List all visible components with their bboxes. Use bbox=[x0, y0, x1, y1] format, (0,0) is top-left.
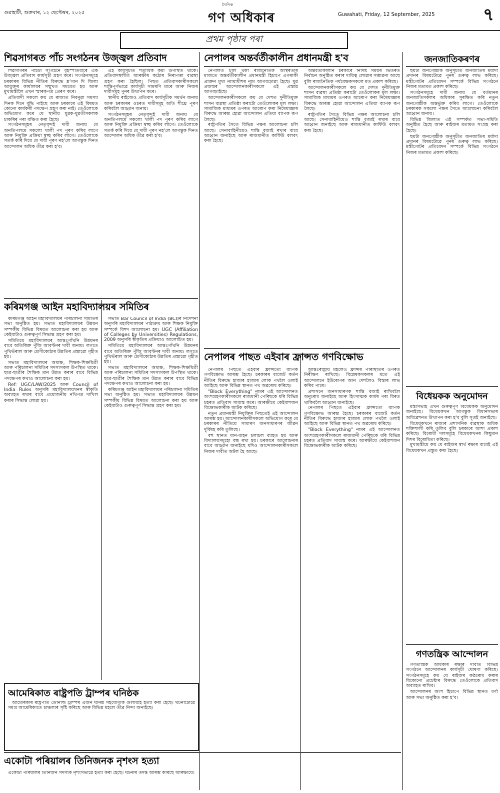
article-paragraph: সভাত মহাবিদ্যালয়ৰ অধ্যক্ষ, শিক্ষক-শিক্ষয়িত্ৰী আৰু পৰিচালনা সমিতিৰ সদস্যসকল উপস্থিত থাকে। ছাত্ৰ-ছাত্ৰীৰ শৈক্ষিক মান উন্নত কৰাৰ বাবে বিভিন্ন পদক্ষেপৰ কথাও আলোচনা কৰা হয়। bbox=[104, 366, 198, 388]
article-box bbox=[4, 683, 199, 751]
article-paragraph: কৰিমগঞ্জ আইন মহাবিদ্যালয়ৰ পৰিচালনা সমিতিৰ সভা অনুষ্ঠিত হয়। সভাত মহাবিদ্যালয়ৰ উন্নয়ন সম্পৰ্কীয় বিভিন্ন বিষয়ত আলোচনা কৰা হয় আৰু কেইবাটাও গুৰুত্বপূৰ্ণ সিদ্ধান্ত গ্ৰহণ কৰা হয়। bbox=[4, 317, 98, 339]
article-paragraph: সভাত মহাবিদ্যালয়ৰ অধ্যক্ষ, শিক্ষক-শিক্ষয়িত্ৰী আৰু পৰিচালনা সমিতিৰ সদস্যসকল উপস্থিত থাকে। ছাত্ৰ-ছাত্ৰীৰ শৈক্ষিক মান উন্নত কৰাৰ বাবে বিভিন্ন পদক্ষেপৰ কথাও আলোচনা কৰা হয়। bbox=[4, 360, 98, 382]
article-body bbox=[104, 317, 198, 677]
article-paragraph: নেপালৰ পিছতে এইবাৰ ফ্ৰান্সতো ব্যাপক গণবিক্ষোভ আৰম্ভ হৈছে। চৰকাৰৰ বাজেট কৰ্তন নীতিৰ বিৰুদ্ধে হাজাৰ হাজাৰ লোক পথলৈ ওলাই আহিছে আৰু বিভিন্ন স্থানত পথ অৱৰোধ কৰিছে। bbox=[204, 368, 298, 390]
article-headline: নেপালৰ অন্তৰ্বৰ্তীকালীন প্ৰধানমন্ত্ৰী হ'ব bbox=[204, 53, 349, 64]
article-body bbox=[4, 317, 98, 677]
article-paragraph: মন্ত্ৰীসভাই এখন গুৰুত্বপূৰ্ণ বিধেয়কক অনুমোদন জনাইছে। বিধেয়কখন আগন্তুক বিধানসভাৰ অধিৱেশনত উত্থাপন কৰা হ'ব বুলি সূত্ৰই জনাইছে। bbox=[406, 405, 498, 421]
logo-small-text: দৈনিক bbox=[222, 2, 234, 7]
article-paragraph: একোটা পৰিয়ালৰ তিনিজন সদস্যক নৃশংসভাৱে হত্যা কৰা হৈছে। ঘটনাৰ তদন্ত আৰম্ভ কৰিছে আৰক্ষীয়ে। bbox=[8, 771, 195, 776]
article-paragraph: এই কাৰ্যসূচীত শতাধিক কৰ্মী উপস্থিত থাকে। প্ৰতিবাদস্থলীত আৰক্ষীৰ কঠোৰ নিৰাপত্তা ব্যৱস্থা গ্ৰহণ কৰা হৈছিল। পিছত প্ৰতিবাদকাৰীসকলে শান্তিপূৰ্ণভাৱে কাৰ্যসূচী সামৰণি মাৰে আৰু নিজৰ দাবীসমূহ পুনৰ উত্থাপন কৰে। bbox=[104, 69, 198, 96]
page-number: ৭ bbox=[482, 5, 494, 25]
article-headline: আমেৰিকাত ৰাষ্ট্ৰপতি ট্ৰাম্পৰ ঘনিষ্ঠক bbox=[8, 689, 139, 699]
column-rule bbox=[199, 52, 200, 790]
article-paragraph: বিধেয়কখনে ৰাজ্যৰ প্ৰশাসনিক ব্যৱস্থাক অধিক শক্তিশালী কৰি তুলিব বুলি চৰকাৰে আশা প্ৰকাশ কৰিছে। বিৰোধী দলসমূহে বিধেয়কখনৰ কিছুমান দিশৰ বিৰোধিতা কৰিছে। bbox=[406, 421, 498, 443]
article-headline: শিৱসাগৰত পাঁচ সংগঠনৰ উজ্জ্বল প্ৰতিবাদ bbox=[4, 53, 167, 64]
masthead bbox=[0, 0, 500, 31]
article-headline: কৰিমগঞ্জ আইন মহাবিদ্যালয়ৰ সমিতিৰ bbox=[4, 302, 149, 313]
article-body bbox=[204, 368, 298, 748]
article-body bbox=[4, 771, 198, 791]
article-body bbox=[406, 663, 498, 790]
article-headline: বিধেয়কক অনুমোদন bbox=[416, 392, 488, 402]
article-paragraph: Ref: UGC/LAW/2025 আৰু Council of India Rules অনুসৰি মহাবিদ্যালয়খনৰ স্বীকৃতি অব্যাহত ৰখাৰ বাবে প্ৰয়োজনীয় নথিপত্ৰ দাখিল কৰাৰ সিদ্ধান্ত লোৱা হয়। bbox=[4, 382, 98, 404]
divider bbox=[406, 66, 498, 67]
article-headline: গণতন্ত্ৰিক আন্দোলন bbox=[415, 650, 489, 660]
article-paragraph: শিৱসাগৰৰ পাঁচটা সংগঠনে বৃহস্পতিবাৰে এক উজ্জ্বল প্ৰতিবাদ কাৰ্যসূচী গ্ৰহণ কৰে। সংগঠনসমূহে চৰকাৰৰ বিভিন্ন নীতিৰ বিৰুদ্ধে শ্ল'গান দি জিলা আয়ুক্তৰ কাৰ্যালয়ৰ সন্মুখত সমবেত হয় আৰু মুখ্যমন্ত্ৰীলৈ এখন স্মাৰকপত্ৰ প্ৰেৰণ কৰে। bbox=[4, 69, 98, 96]
section-banner: প্ৰথম পৃষ্ঠাৰ পৰা bbox=[120, 32, 348, 49]
article-body bbox=[406, 69, 498, 384]
article-paragraph: ৰাষ্ট্ৰপতিৰ সৈতে বিভিন্ন পক্ষৰ আলোচনা চলি আছে। সেনাবাহিনীয়েও শান্তি বজাই ৰখাৰ বাবে আহ্বান জনাইছে আৰু ৰাজধানীত কাৰ্ফিউ বলবৎ কৰা হৈছে। bbox=[204, 123, 298, 145]
article-paragraph: আন্দোলনকাৰীসকলে কয় যে দেশত দুৰ্নীতিমুক্ত শাসন ব্যৱস্থা প্ৰতিষ্ঠা কৰাটো তেওঁলোকৰ মূল লক্ষ্য। সামাজিক মাধ্যমৰ ওপৰত আৰোপ কৰা নিষেধাজ্ঞাৰ বিৰুদ্ধে আৰম্ভ হোৱা আন্দোলন এতিয়া ব্যাপক ৰূপ লৈছে। bbox=[304, 85, 400, 112]
article-paragraph: ছয়টা জনগোষ্ঠীক অনুসূচীত জনজাতিৰ মৰ্যাদা প্ৰদানৰ বিষয়টোৱে পুনৰ গুৰুত্ব লাভ কৰিছে। মন্ত্ৰীগোটৰ প্ৰতিবেদন সম্পৰ্কে বিভিন্ন সংগঠনে নিজৰ মতামত প্ৰকাশ কৰিছে। bbox=[406, 134, 498, 156]
article-paragraph: সংগঠনসমূহৰ নেতৃবৃন্দই দাবী জনায় যে অনতিপলমে সকলো খালী পদ পূৰণ কৰিব লাগে আৰু নিযুক্তি প্ৰক্ৰিয়া স্বচ্ছ কৰিব লাগে। তেওঁলোকে সতৰ্ক কৰি দিয়ে যে দাবী পূৰণ নহ'লে আগন্তুক দিনত আন্দোলন অধিক তীব্ৰ কৰা হ'ব। bbox=[4, 123, 98, 150]
article-body bbox=[304, 69, 400, 345]
article-body bbox=[8, 701, 195, 747]
article-paragraph: প্ৰতিবাদী সকলে কয় যে ৰাজ্যত নিবনুৱা সমস্যা দিনক দিনে বৃদ্ধি পাইছে আৰু চৰকাৰে এই বিষয়ত কোনো কাৰ্যকৰী পদক্ষেপ গ্ৰহণ কৰা নাই। তেওঁলোকে অভিযোগ কৰে যে স্থানীয় যুৱক-যুৱতীসকলক চাকৰিৰ পৰা বঞ্চিত কৰা হৈছে। bbox=[4, 96, 98, 123]
article-paragraph: সংগঠনসমূহৰ নেতৃবৃন্দই দাবী জনায় যে অনতিপলমে সকলো খালী পদ পূৰণ কৰিব লাগে আৰু নিযুক্তি প্ৰক্ৰিয়া স্বচ্ছ কৰিব লাগে। তেওঁলোকে সতৰ্ক কৰি দিয়ে যে দাবী পূৰণ নহ'লে আগন্তুক দিনত আন্দোলন অধিক তীব্ৰ কৰা হ'ব। bbox=[104, 112, 198, 140]
article-paragraph: "Block Everything" নামৰ এই আন্দোলনত অংশগ্ৰহণকাৰীসকলে ৰাজধানী পেৰিছকে ধৰি বিভিন্ন চহৰত প্ৰতিবাদ সাব্যস্ত কৰে। আৰক্ষীয়ে কেইবাশজন বিক্ষোভকাৰীক আটক কৰিছে। bbox=[204, 389, 298, 411]
article-paragraph: মুখ্যমন্ত্ৰীয়ে কয় যে ৰাইজৰ স্বাৰ্থ ৰক্ষাৰ বাবেই এই বিধেয়কখন প্ৰস্তুত কৰা হৈছে। bbox=[406, 443, 498, 454]
article-paragraph: নেপালত চলি থকা ৰাজনৈতিক অস্থিৰতাৰ মাজতে অন্তৰ্বৰ্তীকালীন প্ৰধানমন্ত্ৰী হিচাপে এগৰাকী প্ৰাক্তন মুখ্য ন্যায়াধীশৰ নাম আগবঢ়োৱা হৈছে। যুৱ প্ৰজন্মৰ আন্দোলনকাৰীসকলে এই প্ৰস্তাৱ আগবঢ়াইছে। bbox=[204, 69, 298, 96]
article-paragraph: সমিতিয়ে মহাবিদ্যালয়ৰ আন্তঃগাঁথনি উন্নয়নৰ বাবে অতিৰিক্ত পুঁজি আবণ্টনৰ দাবী জনায়। লগতে পুথিভঁৰাল আৰু শ্ৰেণীকোঠাৰ উন্নতিৰ প্ৰস্তাৱো গৃহীত হয়। bbox=[4, 338, 98, 360]
article-paragraph: সংগঠনসমূহে দাবী জনায় যে বৰ্তমানৰ জনজাতিসকলৰ অধিকাৰ সুৰক্ষিত কৰি নতুন জনগোষ্ঠীক অন্তৰ্ভুক্ত কৰিব লাগে। তেওঁলোকে চৰকাৰক সকলো পক্ষৰ সৈতে আলোচনা কৰিবলৈ আহ্বান জনায়। bbox=[406, 90, 498, 118]
article-paragraph: গণতান্ত্ৰিক অধিকাৰ ৰক্ষাৰ দাবীত বিভিন্ন সংগঠনে আন্দোলনৰ কাৰ্যসূচী ঘোষণা কৰিছে। সংগঠনসমূহে কয় যে ৰাইজৰ কণ্ঠৰোধ কৰাৰ যিকোনো প্ৰচেষ্টাৰ বিৰুদ্ধে তেওঁলোকে প্ৰতিবাদ অব্যাহত ৰাখিব। bbox=[406, 663, 498, 690]
article-body bbox=[4, 69, 98, 295]
article-paragraph: অন্তৰ্বৰ্তীকালীন চৰকাৰে নিৰ্দিষ্ট সময়ৰ ভিতৰত নিৰ্বাচন অনুষ্ঠিত কৰাৰ দায়িত্ব লোৱাৰ সম্ভাৱনা আছে বুলি ৰাজনৈতিক পৰ্যবেক্ষকসকলে মত প্ৰকাশ কৰিছে। bbox=[304, 69, 400, 85]
divider bbox=[4, 66, 198, 67]
divider bbox=[4, 752, 401, 753]
article-body bbox=[304, 368, 400, 748]
article-body bbox=[204, 69, 298, 345]
article-paragraph: ৰাষ্ট্ৰপতিৰ সৈতে বিভিন্ন পক্ষৰ আলোচনা চলি আছে। সেনাবাহিনীয়েও শান্তি বজাই ৰখাৰ বাবে আহ্বান জনাইছে আৰু ৰাজধানীত কাৰ্ফিউ বলবৎ কৰা হৈছে। bbox=[304, 112, 400, 134]
masthead-date-bengali: গুৱাহাটী, শুক্ৰবাৰ, ১২ ছেপ্টেম্বৰ, ২০২৫ bbox=[4, 10, 85, 16]
newspaper-logo bbox=[208, 2, 275, 30]
column-rule bbox=[300, 355, 301, 790]
article-paragraph: প্ৰশাসনে জনসাধাৰণক শান্তি বজাই ৰাখিবলৈ অনুৰোধ জনাইছে আৰু হিংসাত্মক কাৰ্যৰ পৰা বিৰত থাকিবলৈ আহ্বান জনাইছে। bbox=[304, 389, 400, 406]
article-paragraph: "Block Everything" নামৰ এই আন্দোলনত অংশগ্ৰহণকাৰীসকলে ৰাজধানী পেৰিছকে ধৰি বিভিন্ন চহৰত প্ৰতিবাদ সাব্যস্ত কৰে। আৰক্ষীয়ে কেইবাশজন বিক্ষোভকাৰীক আটক কৰিছে। bbox=[304, 428, 400, 450]
article-paragraph: কৰিমগঞ্জ আইন মহাবিদ্যালয়ৰ পৰিচালনা সমিতিৰ সভা অনুষ্ঠিত হয়। সভাত মহাবিদ্যালয়ৰ উন্নয়ন সম্পৰ্কীয় বিভিন্ন বিষয়ত আলোচনা কৰা হয় আৰু কেইবাটাও গুৰুত্বপূৰ্ণ সিদ্ধান্ত গ্ৰহণ কৰা হয়। bbox=[104, 387, 198, 409]
article-body bbox=[406, 405, 498, 641]
article-paragraph: বহু স্থানত যান-বাহন চলাচল ব্যাহত হয় আৰু বিদ্যালয়সমূহো বন্ধ ৰখা হয়। চৰকাৰে আলোচনাৰ বাবে আহ্বান জনাইছে যদিও আন্দোলনকাৰীসকলে নিজৰ দাবীত অটল হৈ আছে। bbox=[204, 433, 298, 455]
article-paragraph: ছয়টা জনগোষ্ঠীক অনুসূচীত জনজাতিৰ মৰ্যাদা প্ৰদানৰ বিষয়টোৱে পুনৰ গুৰুত্ব লাভ কৰিছে। মন্ত্ৰীগোটৰ প্ৰতিবেদন সম্পৰ্কে বিভিন্ন সংগঠনে নিজৰ মতামত প্ৰকাশ কৰিছে। bbox=[406, 69, 498, 91]
divider bbox=[4, 298, 198, 299]
divider bbox=[204, 348, 400, 349]
article-paragraph: সমিতিয়ে মহাবিদ্যালয়ৰ আন্তঃগাঁথনি উন্নয়নৰ বাবে অতিৰিক্ত পুঁজি আবণ্টনৰ দাবী জনায়। লগতে পুথিভঁৰাল আৰু শ্ৰেণীকোঠাৰ উন্নতিৰ প্ৰস্তাৱো গৃহীত হয়। bbox=[104, 344, 198, 366]
article-headline: নেপালৰ পাছত এইবাৰ ফ্ৰান্সত গণবিক্ষোভ bbox=[204, 352, 364, 363]
article-paragraph: স্থানীয় ৰাইজেও প্ৰতিবাদ কাৰ্যসূচীক সমৰ্থন জনায় আৰু চৰকাৰৰ ওচৰত দাবীসমূহ অতি শীঘ্ৰে পূৰণ কৰিবলৈ আহ্বান জনায়। bbox=[104, 96, 198, 112]
article-paragraph: আন্দোলনৰ অংশ হিচাপে বিভিন্ন স্থানত ধৰ্ণা আৰু সভা অনুষ্ঠিত কৰা হ'ব। bbox=[406, 690, 498, 701]
divider bbox=[204, 66, 400, 67]
column-rule bbox=[402, 52, 403, 790]
article-headline: জনজাতিকৰণৰ bbox=[424, 55, 480, 65]
article-paragraph: সভাত Bar Council of India (BCI)ৰ নিৰ্দেশনা অনুসৰি মহাবিদ্যালয়ৰ পাঠ্যক্ৰম আৰু শিক্ষক নিযুক্তি সম্পৰ্কে বিশদ আলোচনা হয়। UGC (Affiliation of Colleges by Universities) Regulations, 2009 অনুসৰি স্বীকৃতিৰ প্ৰক্ৰিয়াও আলোচিত হয়। bbox=[104, 317, 198, 344]
article-body bbox=[104, 69, 198, 295]
article-paragraph: আন্তঃৰাষ্ট্ৰীয় মহলেও ফ্ৰান্সৰ পৰিস্থিতিৰ ওপৰত নিৰীক্ষণ ৰাখিছে। বিশ্লেষকসকলৰ মতে এই আন্দোলনে ইউৰোপৰ আন দেশলৈও বিস্তাৰ লাভ কৰিব পাৰে। bbox=[304, 368, 400, 390]
article-headline: একোটা পৰিয়ালৰ তিনিজনক নৃশংস হত্যা bbox=[4, 756, 160, 767]
masthead-date-english: Guwahati, Friday, 12 September, 2025 bbox=[338, 12, 435, 18]
article-paragraph: নেপালৰ পিছতে এইবাৰ ফ্ৰান্সতো ব্যাপক গণবিক্ষোভ আৰম্ভ হৈছে। চৰকাৰৰ বাজেট কৰ্তন নীতিৰ বিৰুদ্ধে হাজাৰ হাজাৰ লোক পথলৈ ওলাই আহিছে আৰু বিভিন্ন স্থানত পথ অৱৰোধ কৰিছে। bbox=[304, 406, 400, 428]
logo-text: গণ অধিকাৰ bbox=[208, 11, 275, 26]
article-paragraph: আন্দোলনকাৰীসকলে কয় যে দেশত দুৰ্নীতিমুক্ত শাসন ব্যৱস্থা প্ৰতিষ্ঠা কৰাটো তেওঁলোকৰ মূল লক্ষ্য। সামাজিক মাধ্যমৰ ওপৰত আৰোপ কৰা নিষেধাজ্ঞাৰ বিৰুদ্ধে আৰম্ভ হোৱা আন্দোলন এতিয়া ব্যাপক ৰূপ লৈছে। bbox=[204, 96, 298, 123]
article-paragraph: বিভিন্ন জিলাত এই সম্পৰ্কত সভা-সমিতি অনুষ্ঠিত হৈছে আৰু ৰাইজৰ মতামত সংগ্ৰহ কৰা হৈছে। bbox=[406, 118, 498, 134]
divider bbox=[406, 644, 498, 645]
divider bbox=[406, 386, 498, 387]
article-paragraph: নতুন প্ৰধানমন্ত্ৰী নিযুক্তিৰ পিছতেই এই আন্দোলন আৰম্ভ হয়। আন্দোলনকাৰীসকলে অভিযোগ কৰে যে চৰকাৰৰ নীতিয়ে সাধাৰণ জনসাধাৰণৰ জীৱন দুৰ্বিষহ কৰি তুলিছে। bbox=[204, 411, 298, 433]
column-rule bbox=[101, 300, 102, 680]
article-paragraph: আমেৰিকাৰ ৰাষ্ট্ৰপতি ডোনাল্ড ট্ৰাম্পৰ এজন ঘনিষ্ঠ সহযোগীক গুলীয়াই হত্যা কৰা হৈছে। ঘটনাটোৱে সমগ্ৰ আমেৰিকাতে চাঞ্চল্যৰ সৃষ্টি কৰিছে আৰু বিভিন্ন মহলে তীব্ৰ নিন্দা জনাইছে। bbox=[8, 701, 195, 712]
